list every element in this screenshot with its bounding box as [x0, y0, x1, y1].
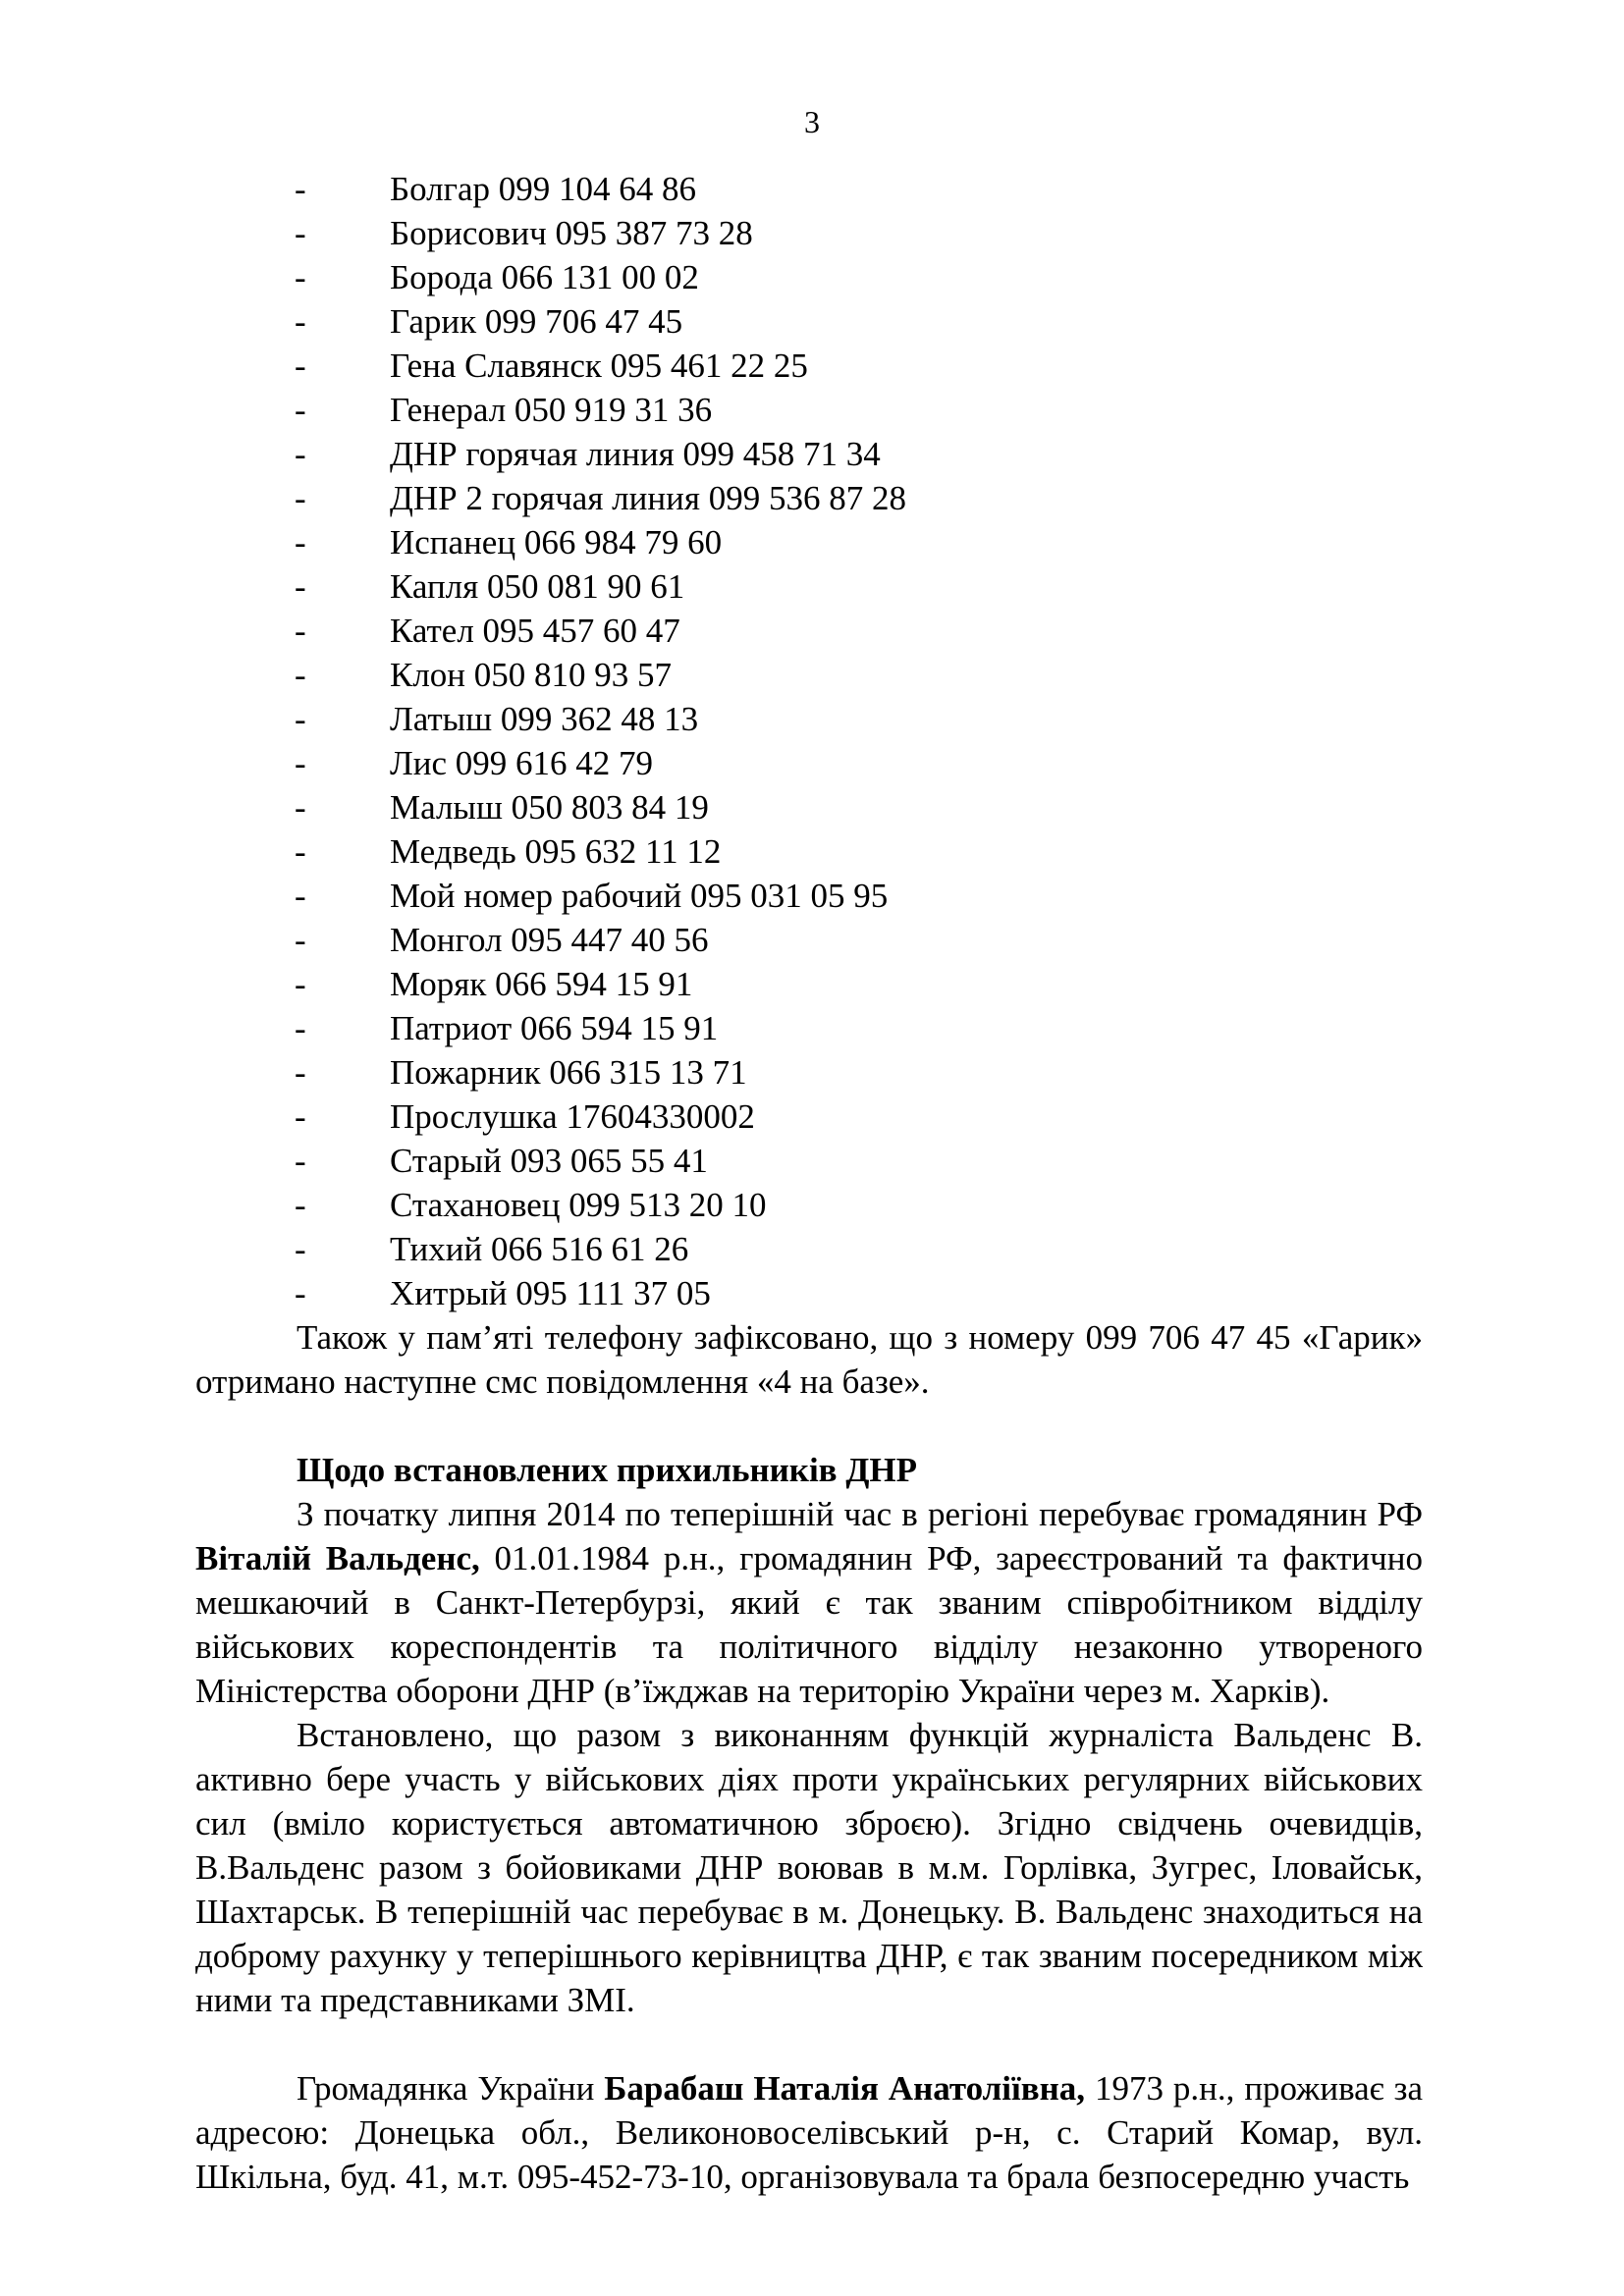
- list-item: [0, 1050, 1624, 1095]
- list-item: [0, 520, 1624, 564]
- list-item: [0, 211, 1624, 255]
- list-item: [0, 476, 1624, 520]
- contact-list: [0, 167, 1624, 1315]
- list-item: [0, 697, 1624, 741]
- contact-entry: Прослушка 17604330002: [390, 1097, 755, 1136]
- list-bullet: -: [295, 347, 306, 385]
- list-item: [0, 432, 1624, 476]
- contact-entry: Мой номер рабочий 095 031 05 95: [390, 877, 889, 915]
- list-bullet: -: [295, 877, 306, 915]
- valdens-activity-paragraph: Встановлено, що разом з виконанням функцій журналіста Вальденс В. активно бере участь у військових діях проти українських регулярних військових сил (вміло користується автоматичною зброєю). Згідно свідчень очевидців, В.Вальденс разом з бойовиками ДНР воював в м.м. Горлівка, Зугрес, Іловайськ, Шахтарськ. В теперішній час перебуває в м. Донецьку. В. Вальденс знаходиться на доброму рахунку у теперішнього керівництва ДНР, є так званим посередником між ними та представниками ЗМІ.: [195, 1716, 1423, 2019]
- list-item: [0, 653, 1624, 697]
- list-item: [0, 1271, 1624, 1315]
- list-bullet: -: [295, 700, 306, 738]
- spacer: [195, 2022, 1423, 2066]
- valdens-intro: З початку липня 2014 по теперішній час в регіоні перебуває громадянин РФ: [297, 1495, 1423, 1533]
- list-bullet: -: [295, 391, 306, 429]
- contact-entry: Капля 050 081 90 61: [390, 567, 685, 606]
- list-bullet: -: [295, 656, 306, 694]
- list-bullet: -: [295, 1053, 306, 1092]
- contact-entry: Клон 050 810 93 57: [390, 656, 673, 694]
- valdens-details: громадянин РФ, зареєстрований та фактично мешкаючий в Санкт-Петербурзі, який є так званим співробітником відділу військових кореспондентів та політичного відділу незаконно утвореного Міністерства оборони ДНР (в’їжджав на територію України через м. Харків).: [195, 1539, 1423, 1710]
- barabash-intro: Громадянка України: [297, 2069, 605, 2108]
- list-item: [0, 299, 1624, 344]
- contact-entry: Латыш 099 362 48 13: [390, 700, 699, 738]
- list-bullet: -: [295, 1230, 306, 1268]
- list-item: [0, 609, 1624, 653]
- list-bullet: -: [295, 435, 306, 473]
- contact-entry: Борисович 095 387 73 28: [390, 214, 753, 252]
- page-number: 3: [804, 104, 820, 139]
- list-bullet: -: [295, 1097, 306, 1136]
- contact-entry: Старый 093 065 55 41: [390, 1142, 708, 1180]
- contact-entry: Болгар 099 104 64 86: [390, 170, 696, 208]
- valdens-birth: 01.01.1984 р.н.,: [479, 1539, 726, 1577]
- contact-entry: Гарик 099 706 47 45: [390, 302, 683, 341]
- contact-entry: Монгол 095 447 40 56: [390, 921, 709, 959]
- contact-entry: Пожарник 066 315 13 71: [390, 1053, 747, 1092]
- list-item: [0, 564, 1624, 609]
- list-item: [0, 962, 1624, 1006]
- contact-entry: Малыш 050 803 84 19: [390, 788, 709, 827]
- list-bullet: -: [295, 214, 306, 252]
- list-item: [0, 874, 1624, 918]
- list-item: [0, 785, 1624, 829]
- contact-entry: Медведь 095 632 11 12: [390, 832, 722, 871]
- list-bullet: -: [295, 1186, 306, 1224]
- list-item: [0, 167, 1624, 211]
- list-bullet: -: [295, 965, 306, 1003]
- contact-entry: Хитрый 095 111 37 05: [390, 1274, 711, 1312]
- list-bullet: -: [295, 523, 306, 561]
- list-item: [0, 344, 1624, 388]
- list-bullet: -: [295, 1142, 306, 1180]
- section-heading: Щодо встановлених прихильників ДНР: [297, 1451, 918, 1489]
- contact-entry: Кател 095 457 60 47: [390, 612, 680, 650]
- contact-entry: Патриот 066 594 15 91: [390, 1009, 719, 1047]
- contact-entry: Стахановец 099 513 20 10: [390, 1186, 767, 1224]
- document-body: [195, 1315, 1423, 2199]
- list-bullet: -: [295, 170, 306, 208]
- list-bullet: -: [295, 1274, 306, 1312]
- list-bullet: -: [295, 567, 306, 606]
- list-item: [0, 255, 1624, 299]
- list-bullet: -: [295, 832, 306, 871]
- sms-paragraph: Також у пам’яті телефону зафіксовано, що з номеру 099 706 47 45 «Гарик» отримано наступне смс повідомлення «4 на базе».: [195, 1318, 1423, 1401]
- list-bullet: -: [295, 744, 306, 782]
- list-item: [0, 388, 1624, 432]
- valdens-name: Віталій Вальденс,: [195, 1539, 480, 1577]
- list-item: [0, 1183, 1624, 1227]
- contact-entry: ДНР горячая линия 099 458 71 34: [390, 435, 881, 473]
- contact-entry: Тихий 066 516 61 26: [390, 1230, 689, 1268]
- barabash-paragraph: [195, 2066, 1423, 2199]
- list-item: [0, 1006, 1624, 1050]
- list-item: [0, 829, 1624, 874]
- list-item: [0, 1227, 1624, 1271]
- list-item: [0, 1139, 1624, 1183]
- contact-entry: Лис 099 616 42 79: [390, 744, 654, 782]
- list-item: [0, 918, 1624, 962]
- contact-entry: Борода 066 131 00 02: [390, 258, 699, 296]
- contact-entry: Испанец 066 984 79 60: [390, 523, 723, 561]
- list-bullet: -: [295, 1009, 306, 1047]
- list-bullet: -: [295, 302, 306, 341]
- list-item: [0, 741, 1624, 785]
- spacer: [195, 1404, 1423, 1448]
- list-bullet: -: [295, 921, 306, 959]
- list-item: [0, 1095, 1624, 1139]
- list-bullet: -: [295, 479, 306, 517]
- barabash-details: 1973 р.н., проживає за адресою: Донецька обл., Великоновоселівський р-н, с. Старий Комар, вул. Шкільна, буд. 41, м.т. 095-452-73-10, організовувала та брала безпосередню участь: [195, 2069, 1423, 2196]
- contact-entry: ДНР 2 горячая линия 099 536 87 28: [390, 479, 906, 517]
- list-bullet: -: [295, 612, 306, 650]
- list-bullet: -: [295, 258, 306, 296]
- barabash-name: Барабаш Наталія Анатоліївна,: [604, 2069, 1086, 2108]
- contact-entry: Моряк 066 594 15 91: [390, 965, 693, 1003]
- list-bullet: -: [295, 788, 306, 827]
- valdens-paragraph: [195, 1492, 1423, 1713]
- contact-entry: Гена Славянск 095 461 22 25: [390, 347, 808, 385]
- contact-entry: Генерал 050 919 31 36: [390, 391, 713, 429]
